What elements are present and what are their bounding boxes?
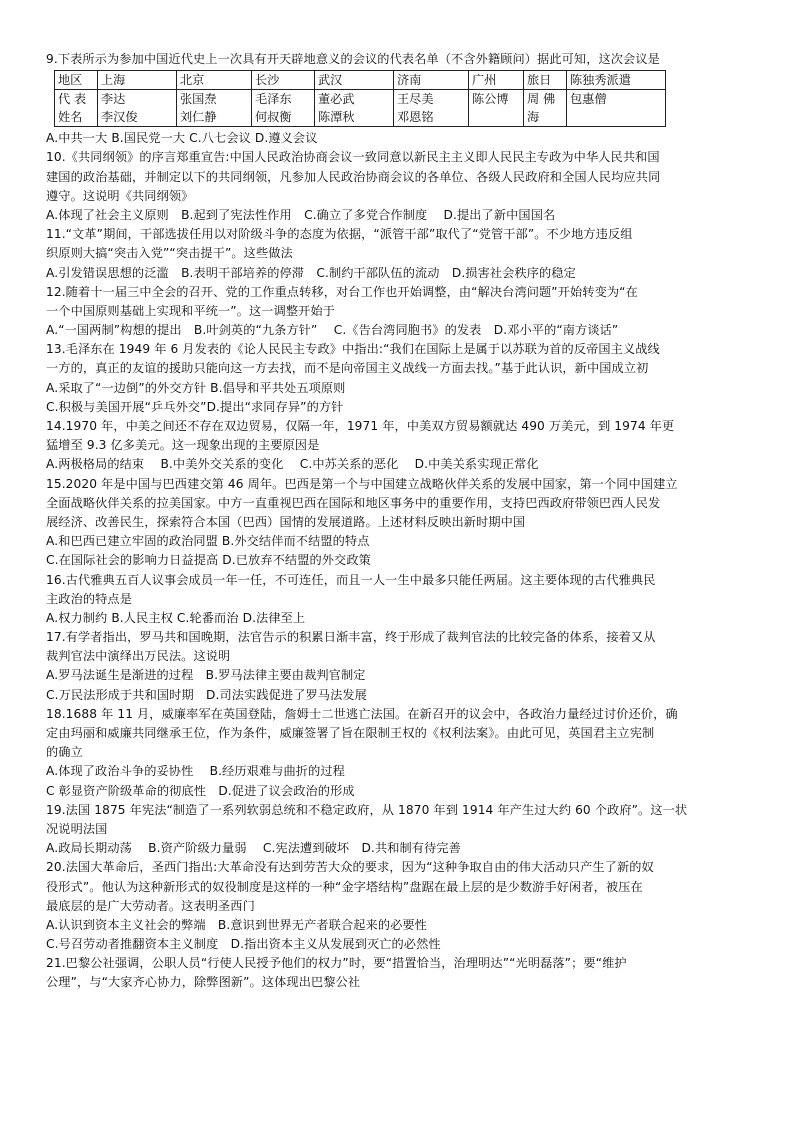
question-stem: 20.法国大革命后，圣西门指出:大革命没有达到劳苦大众的要求，因为“这种争取自由的伟大活动只产生了新的奴: [46, 860, 654, 875]
question-stem: 建国的政治基础，并制定以下的共同纲领，凡参加人民政治协商会议的各单位、各级人民政府和全国人民均应共同: [46, 169, 661, 184]
question-options: C.号召劳动者推翻资本主义制度 D.指出资本主义从发展到灭亡的必然性: [46, 937, 441, 952]
question-stem: 14.1970 年，中美之间还不存在双边贸易，仅隔一年，1971 年，中美双方贸易额就达 490 万美元，到 1974 年更: [46, 419, 675, 433]
table-cell: 济南: [394, 71, 469, 90]
question-stem: 16.古代雅典五百人议事会成员一年一任，不可连任，而且一人一生中最多只能任两届。这主要体现的古代雅典民: [46, 572, 656, 587]
delegates-table: [54, 70, 666, 127]
table-cell: 北京: [177, 71, 252, 90]
table-cell: 王尽美 邓恩铭: [394, 90, 469, 127]
question-stem: 11.“文革”期间，干部选拔任用以对阶级斗争的态度为依据，“派管干部”取代了“党管干部”。不少地方违反组: [46, 227, 633, 242]
question-9: [46, 50, 758, 148]
question-options: C.积极与美国开展“乒乓外交”D.提出“求同存异”的方针: [46, 399, 344, 414]
question-stem: 织原则大搞“突击入党”“突击提干”。这些做法: [46, 246, 293, 261]
question-stem: 展经济、改善民生，探索符合本国（巴西）国情的发展道路。上述材料反映出新时期中国: [46, 514, 526, 529]
question-17: [46, 628, 758, 705]
table-cell: 广州: [469, 71, 524, 90]
question-stem: 18.1688 年 11 月，威廉率军在英国登陆，詹姆士二世逃亡法国。在新召开的议会中，各政治力量经过讨价还价，确: [46, 706, 678, 721]
question-stem: 猛增至 9.3 亿多美元。这一现象出现的主要原因是: [46, 438, 320, 453]
question-19: [46, 801, 758, 859]
question-options: A.采取了“一边倒”的外交方针 B.倡导和平共处五项原则: [46, 380, 346, 395]
question-stem: 9.下表所示为参加中国近代史上一次具有开天辟地意义的会议的代表名单（不含外籍顾问）据此可知，这次会议是: [46, 52, 660, 66]
table-cell: 李达 李汉俊: [98, 90, 177, 127]
table-cell: 旅日: [524, 71, 567, 90]
question-options: A.中共一大 B.国民党一大 C.八七会议 D.遵义会议: [46, 131, 318, 146]
question-options: C.万民法形成于共和国时期 D.司法实践促进了罗马法发展: [46, 687, 367, 702]
table-cell: 陈公博: [469, 90, 524, 127]
question-stem: 19.法国 1875 年宪法“制造了一系列软弱总统和不稳定政府，从 1870 年到 1914 年产生过大约 60 个政府”。这一状: [46, 802, 688, 817]
table-cell: 张国焘 刘仁静: [177, 90, 252, 127]
table-cell: 董必武 陈潭秋: [315, 90, 394, 127]
exam-page: [46, 50, 758, 993]
question-stem: 役形式”。他认为这种新形式的奴役制度是这样的一种“金字塔结构”盘踞在最上层的是少数游手好闲者，被压在: [46, 879, 643, 894]
question-options: A.“一国两制”构想的提出 B.叶剑英的“九条方针” C.《告台湾同胞书》的发表 D.邓小平的“南方谈话”: [46, 323, 619, 338]
table-row: [55, 71, 666, 90]
question-21: [46, 954, 758, 992]
question-12: [46, 283, 758, 341]
question-16: [46, 571, 758, 629]
question-stem: 一方的，真正的友谊的援助只能向这一方去找，而不是向帝国主义战线一方面去找。”基于此认识，新中国成立初: [46, 361, 649, 376]
question-10: [46, 148, 758, 225]
table-cell: 上海: [98, 71, 177, 90]
question-stem: 17.有学者指出，罗马共和国晚期，法官告示的积累日渐丰富，终于形成了裁判官法的比较完备的体系，接着又从: [46, 630, 656, 645]
question-stem: 裁判官法中演绎出万民法。这说明: [46, 649, 231, 664]
question-options: A.引发错误思想的泛滥 B.表明干部培养的停滞 C.制约干部队伍的流动 D.损害社会秩序的稳定: [46, 265, 576, 280]
question-options: A.认识到资本主义社会的弊端 B.意识到世界无产者联合起来的必要性: [46, 917, 427, 932]
question-stem: 主政治的特点是: [46, 591, 133, 606]
question-stem: 的确立: [46, 745, 83, 760]
question-options: A.和巴西已建立牢固的政治同盟 B.外交结伴而不结盟的特点: [46, 534, 370, 549]
table-cell: 武汉: [315, 71, 394, 90]
question-15: [46, 475, 758, 571]
question-stem: 12.随着十一届三中全会的召开、党的工作重点转移，对台工作也开始调整，由“解决台湾问题”开始转变为“在: [46, 284, 638, 299]
table-cell: 代 表 姓名: [55, 90, 98, 127]
question-stem: 况说明法国: [46, 821, 108, 836]
question-options: A.罗马法诞生是渐进的过程 B.罗马法律主要由裁判官制定: [46, 668, 366, 683]
table-cell: 长沙: [252, 71, 315, 90]
question-options: A.政局长期动荡 B.资产阶级力量弱 C.宪法遭到破坏 D.共和制有待完善: [46, 841, 461, 856]
question-20: [46, 858, 758, 954]
table-cell: 周 佛 海: [524, 90, 567, 127]
question-stem: 15.2020 年是中国与巴西建交第 46 周年。巴西是第一个与中国建立战略伙伴关系的发展中国家，第一个同中国建立: [46, 476, 678, 491]
question-stem: 遵守。这说明《共同纲领》: [46, 188, 194, 203]
question-stem: 13.毛泽东在 1949 年 6 月发表的《论人民民主专政》中指出:“我们在国际上是属于以苏联为首的反帝国主义战线: [46, 342, 660, 357]
question-stem: 最底层的是广大劳动者。这表明圣西门: [46, 898, 255, 913]
question-options: A.体现了社会主义原则 B.起到了宪法性作用 C.确立了多党合作制度 D.提出了新中国国名: [46, 207, 556, 222]
table-cell: 包惠僧: [567, 90, 666, 127]
question-13: [46, 340, 758, 417]
table-cell: 地区: [55, 71, 98, 90]
table-cell: 毛泽东 何叔衡: [252, 90, 315, 127]
question-options: A.权力制约 B.人民主权 C.轮番而治 D.法律至上: [46, 610, 306, 625]
question-stem: 定由玛丽和威廉共同继承王位，作为条件，威廉签署了旨在限制王权的《权利法案》。由此可见，英国君主立宪制: [46, 726, 655, 740]
question-options: A.体现了政治斗争的妥协性 B.经历艰难与曲折的过程: [46, 764, 345, 779]
question-14: [46, 417, 758, 475]
question-stem: 21.巴黎公社强调，公职人员“行使人民授予他们的权力”时，要“措置恰当，治理明达”“光明磊落”；要“维护: [46, 956, 627, 971]
question-stem: 10.《共同纲领》的序言郑重宣告:中国人民政治协商会议一致同意以新民主主义即人民民主专政为中华人民共和国: [46, 150, 660, 165]
question-stem: 全面战略伙伴关系的拉美国家。中方一直重视巴西在国际和地区事务中的重要作用，支持巴西政府带领巴西人民发: [46, 495, 661, 510]
question-options: A.两极格局的结束 B.中美外交关系的变化 C.中苏关系的恶化 D.中美关系实现正常化: [46, 457, 539, 472]
question-11: [46, 225, 758, 283]
question-options: C.在国际社会的影响力日益提高 D.已放弃不结盟的外交政策: [46, 553, 371, 568]
question-stem: 一个中国原则基础上实现和平统一”。这一调整开始于: [46, 303, 336, 318]
question-options: C 彰显资产阶级革命的彻底性 D.促进了议会政治的形成: [46, 783, 355, 798]
question-stem: 公理”，与“大家齐心协力，除弊图新”。这体现出巴黎公社: [46, 975, 361, 990]
table-cell: 陈独秀派遣: [567, 71, 666, 90]
question-18: [46, 705, 758, 801]
